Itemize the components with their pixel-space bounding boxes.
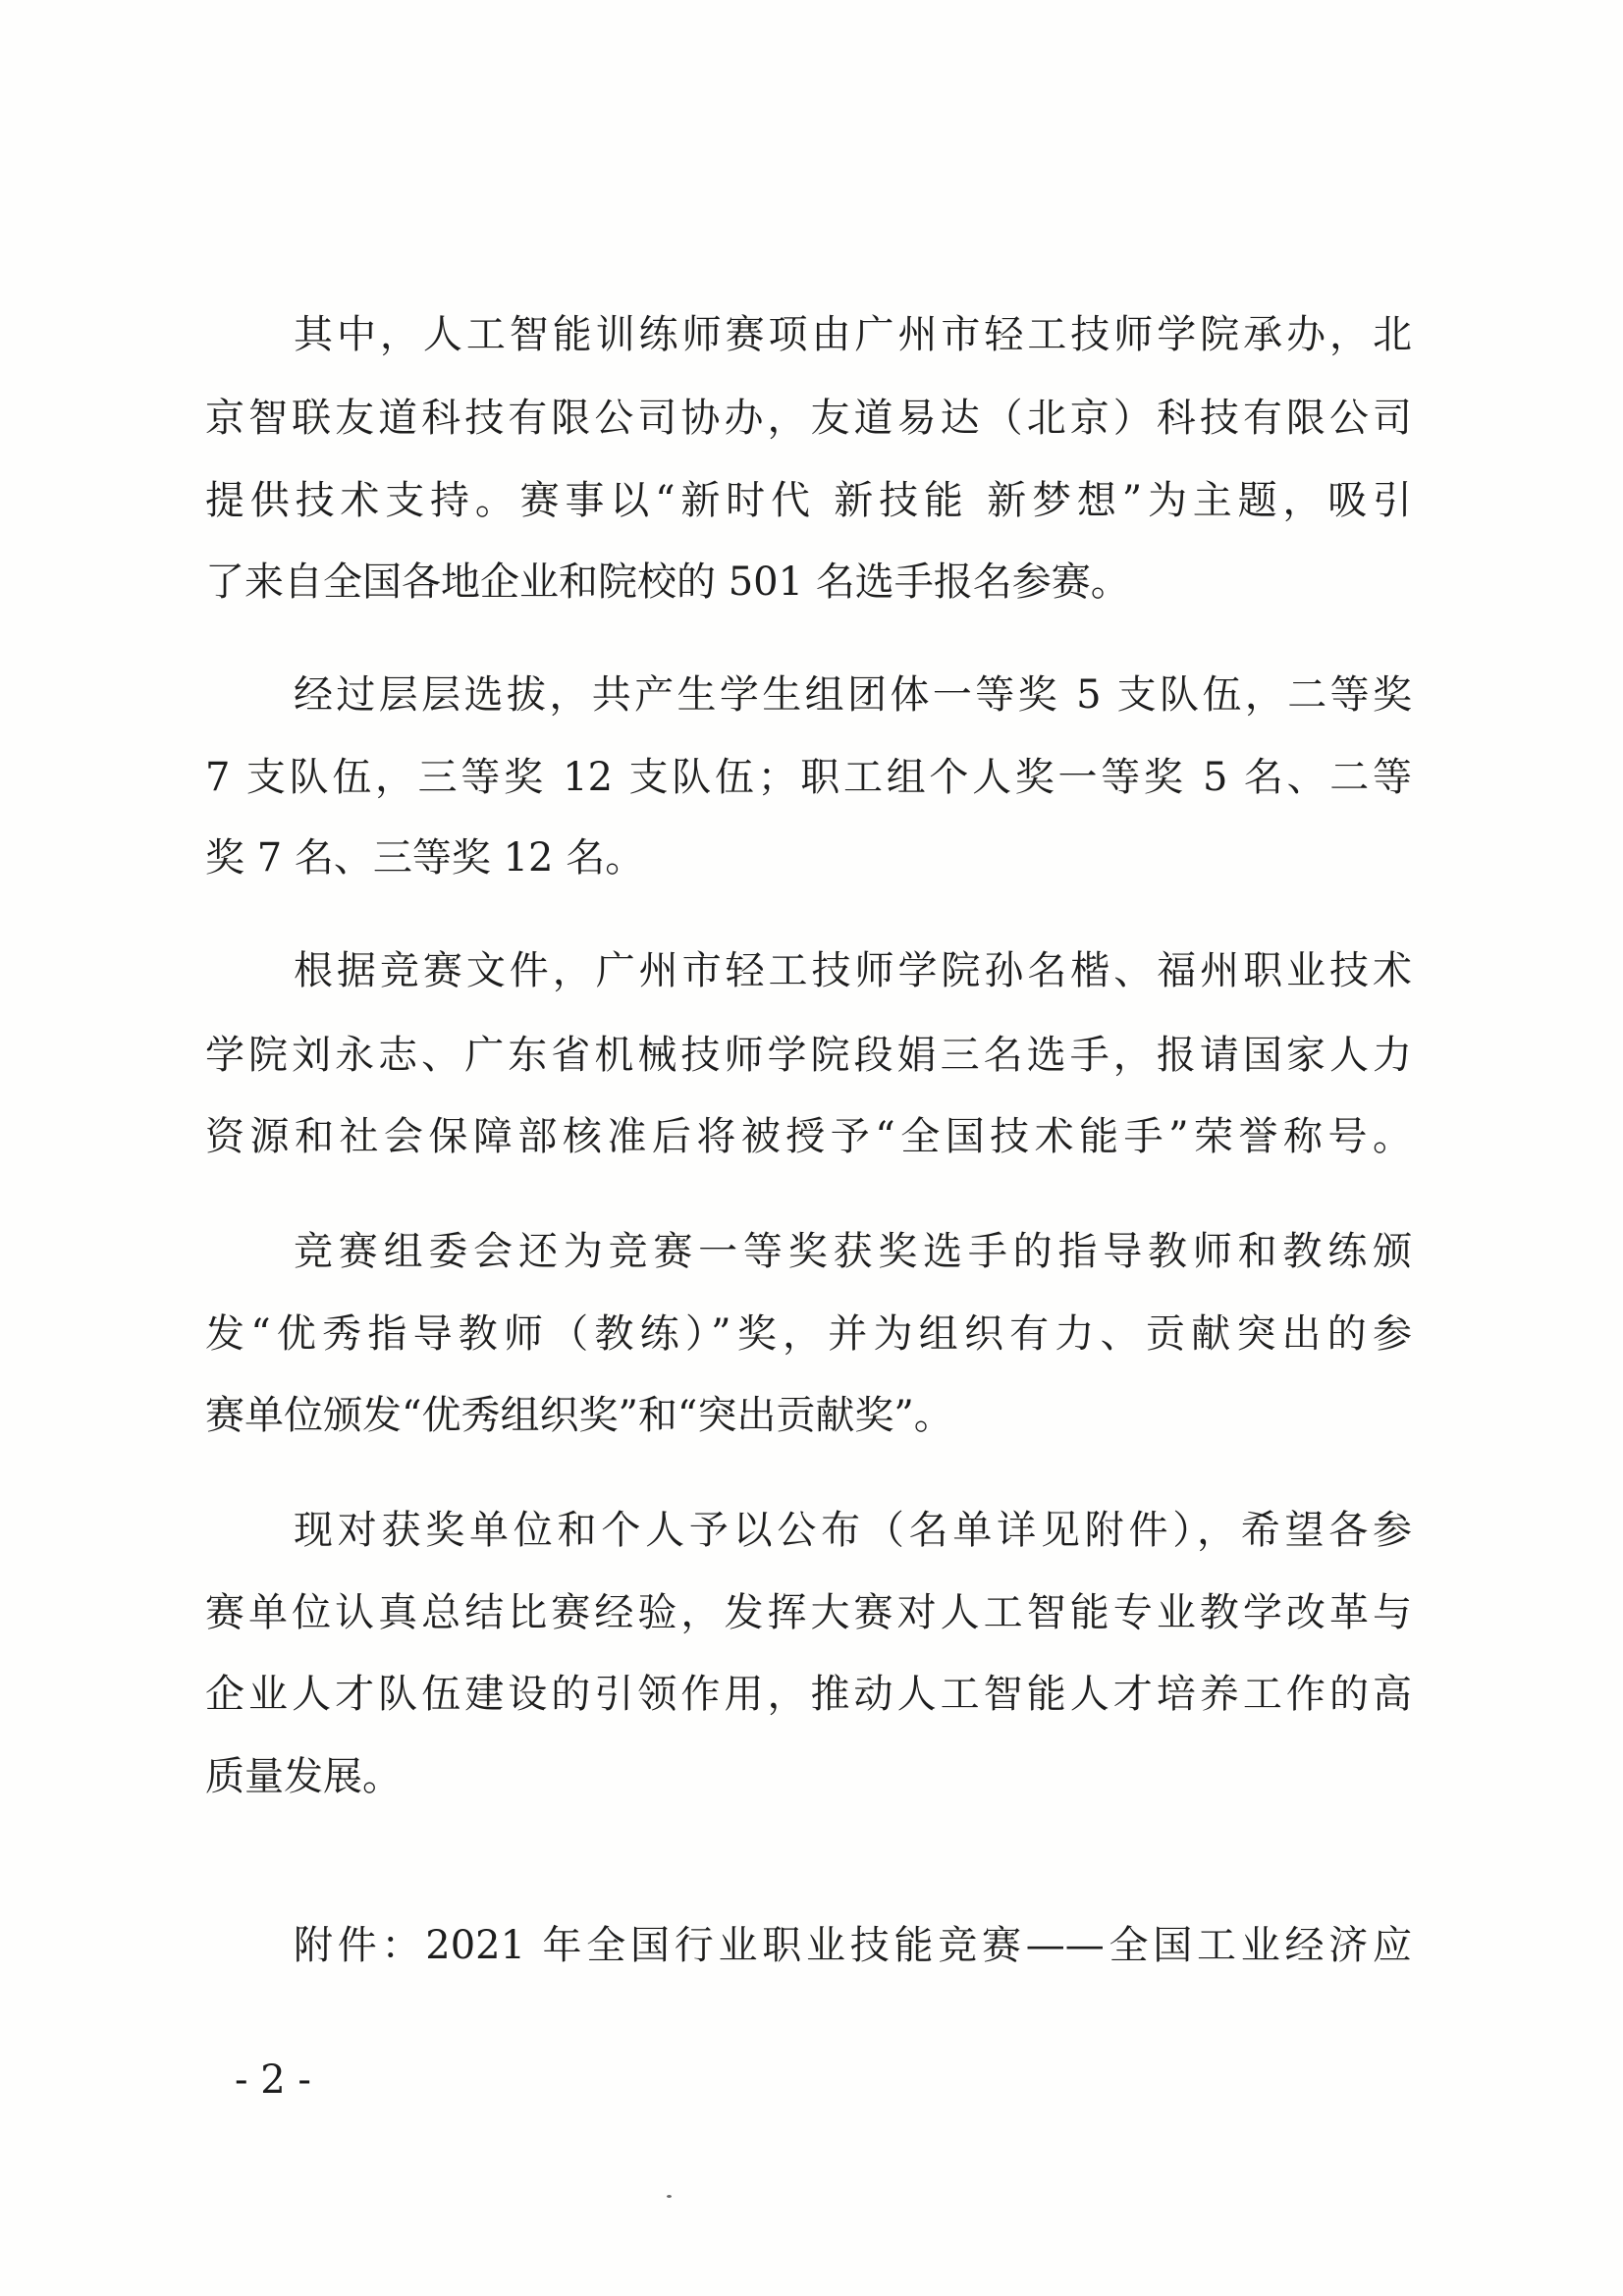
paragraph-line: 赛单位颁发“优秀组织奖”和“突出贡献奖”。 — [205, 1393, 953, 1438]
paragraph-line: 赛单位认真总结比赛经验，发挥大赛对人工智能专业教学改革与 — [205, 1590, 1412, 1635]
paragraph-line: 发“优秀指导教师（教练）”奖，并为组织有力、贡献突出的参 — [205, 1311, 1412, 1357]
paragraph-line: 质量发展。 — [205, 1754, 402, 1799]
paragraph-line: 竞赛组委会还为竞赛一等奖获奖选手的指导教师和教练颁 — [294, 1229, 1412, 1274]
paragraph-line: 现对获奖单位和个人予以公布（名单详见附件），希望各参 — [294, 1508, 1412, 1553]
paragraph-line: 京智联友道科技有限公司协办，友道易达（北京）科技有限公司 — [205, 396, 1412, 441]
paragraph-line: 资源和社会保障部核准后将被授予“全国技术能手”荣誉称号。 — [205, 1114, 1412, 1159]
paragraph-line: 企业人才队伍建设的引领作用，推动人工智能人才培养工作的高 — [205, 1672, 1412, 1717]
paragraph-line: 奖 7 名、三等奖 12 名。 — [205, 835, 645, 881]
paragraph-line: 提供技术支持。赛事以“新时代 新技能 新梦想”为主题，吸引 — [205, 478, 1412, 523]
scan-speck — [667, 2195, 672, 2198]
paragraph-line: 了来自全国各地企业和院校的 501 名选手报名参赛。 — [205, 560, 1130, 605]
page-number: - 2 - — [235, 2057, 311, 2103]
paragraph-line: 7 支队伍，三等奖 12 支队伍；职工组个人奖一等奖 5 名、二等 — [205, 755, 1412, 800]
paragraph-line: 学院刘永志、广东省机械技师学院段娟三名选手，报请国家人力 — [205, 1033, 1412, 1078]
paragraph-line: 其中，人工智能训练师赛项由广州市轻工技师学院承办，北 — [294, 312, 1412, 357]
attachment-line: 附件：2021 年全国行业职业技能竞赛——全国工业经济应 — [294, 1923, 1412, 1968]
paragraph-line: 根据竞赛文件，广州市轻工技师学院孙名楷、福州职业技术 — [294, 948, 1412, 993]
paragraph-line: 经过层层选拔，共产生学生组团体一等奖 5 支队伍，二等奖 — [294, 672, 1412, 718]
